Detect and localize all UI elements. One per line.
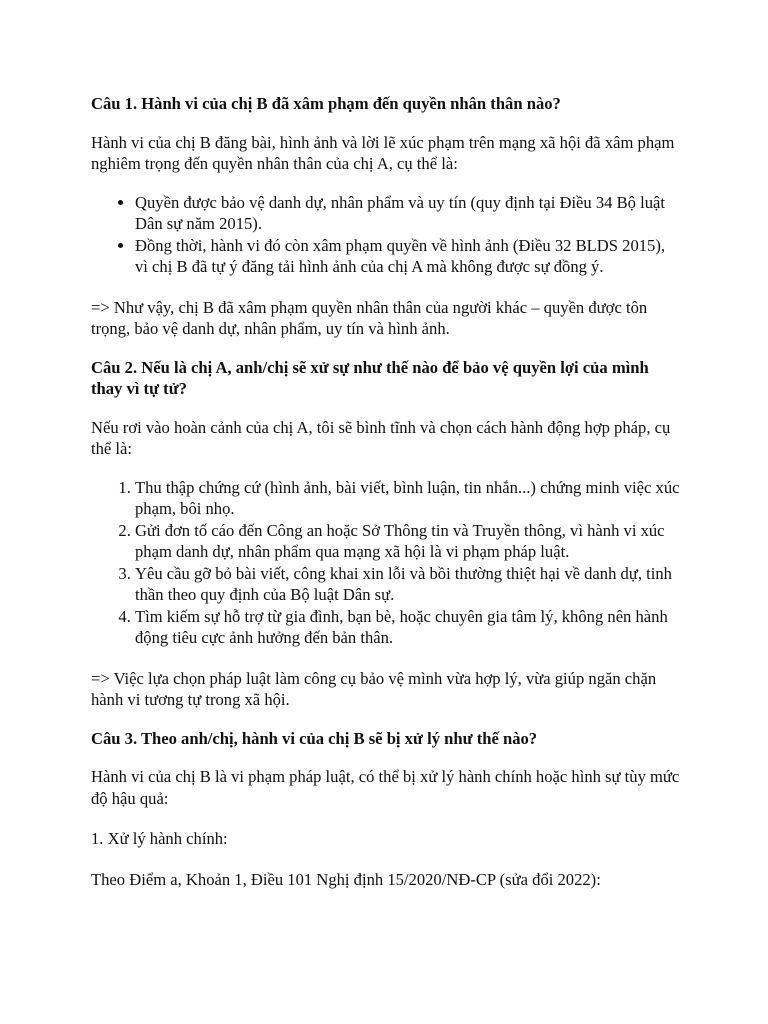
question-1-intro: Hành vi của chị B đăng bài, hình ảnh và lời lẽ xúc phạm trên mạng xã hội đã xâm phạm nghiêm trọng đến quyền nhân thân của chị A, cụ thể là:	[91, 132, 675, 173]
question-2-intro: Nếu rơi vào hoàn cảnh của chị A, tôi sẽ bình tĩnh và chọn cách hành động hợp pháp, cụ thể là:	[91, 417, 671, 458]
question-2-conclusion: => Việc lựa chọn pháp luật làm công cụ bảo vệ mình vừa hợp lý, vừa giúp ngăn chặn hành vi tương tự trong xã hội.	[91, 668, 657, 709]
question-2-steps	[91, 477, 681, 649]
document-page	[91, 93, 681, 890]
question-2-title: Câu 2. Nếu là chị A, anh/chị sẽ xử sự như thế nào để bảo vệ quyền lợi của mình thay vì tự tử?	[91, 357, 649, 398]
question-3-item-1-reference: Theo Điểm a, Khoản 1, Điều 101 Nghị định 15/2020/NĐ-CP (sửa đổi 2022):	[91, 869, 601, 889]
list-item: • Quyền được bảo vệ danh dự, nhân phẩm và uy tín (quy định tại Điều 34 Bộ luật Dân sự năm 2015).	[135, 192, 681, 235]
question-1-bullets	[91, 192, 681, 278]
question-1-conclusion: => Như vậy, chị B đã xâm phạm quyền nhân thân của người khác – quyền được tôn trọng, bảo vệ danh dự, nhân phẩm, uy tín và hình ảnh.	[91, 297, 648, 338]
question-1-title: Câu 1. Hành vi của chị B đã xâm phạm đến quyền nhân thân nào?	[91, 94, 561, 113]
list-item: 1. Thu thập chứng cứ (hình ảnh, bài viết, bình luận, tin nhắn...) chứng minh việc xúc phạm, bôi nhọ.	[135, 477, 681, 520]
question-3-intro: Hành vi của chị B là vi phạm pháp luật, có thể bị xử lý hành chính hoặc hình sự tùy mức độ hậu quả:	[91, 767, 680, 808]
list-item: 3. Yêu cầu gỡ bỏ bài viết, công khai xin lỗi và bồi thường thiệt hại về danh dự, tinh thần theo quy định của Bộ luật Dân sự.	[135, 563, 681, 606]
question-3-item-1: 1. Xử lý hành chính:	[91, 829, 228, 848]
list-item: 4. Tìm kiếm sự hỗ trợ từ gia đình, bạn bè, hoặc chuyên gia tâm lý, không nên hành động tiêu cực ảnh hưởng đến bản thân.	[135, 606, 681, 649]
question-3-title: Câu 3. Theo anh/chị, hành vi của chị B sẽ bị xử lý như thế nào?	[91, 728, 538, 748]
list-item: • Đồng thời, hành vi đó còn xâm phạm quyền về hình ảnh (Điều 32 BLDS 2015), vì chị B đã tự ý đăng tải hình ảnh của chị A mà không được sự đồng ý.	[135, 235, 681, 278]
list-item: 2. Gửi đơn tố cáo đến Công an hoặc Sở Thông tin và Truyền thông, vì hành vi xúc phạm danh dự, nhân phẩm qua mạng xã hội là vi phạm pháp luật.	[135, 520, 681, 563]
